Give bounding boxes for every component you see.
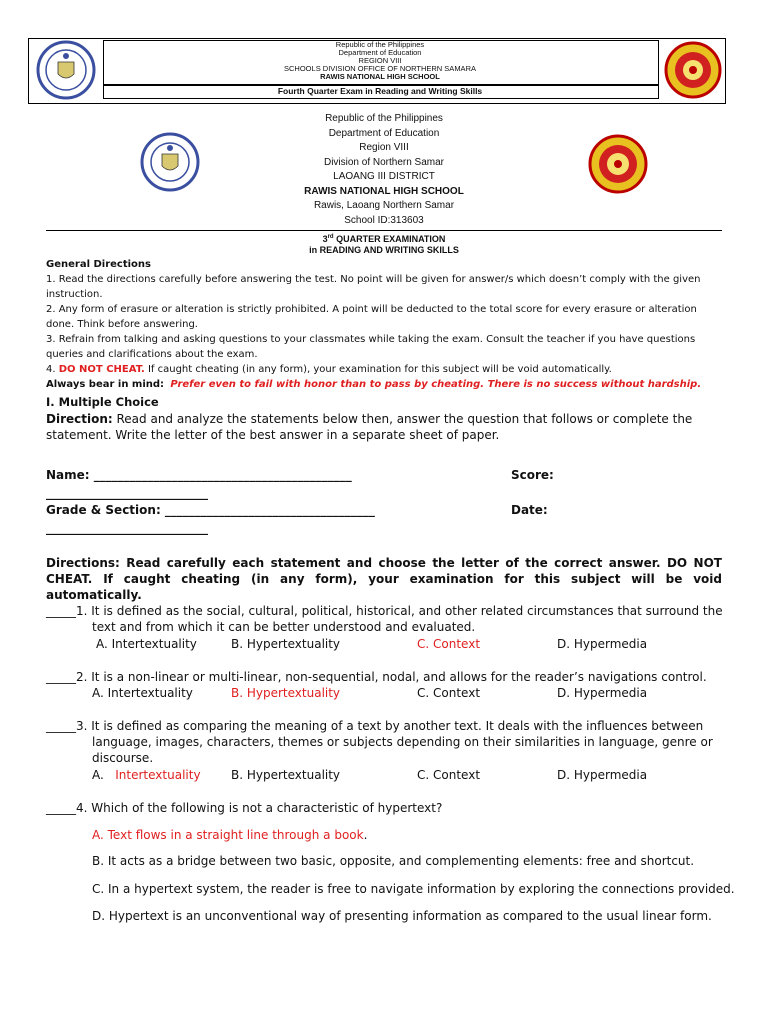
- header-line-1: Republic of the Philippines: [335, 40, 425, 49]
- direction-item-4: 4. DO NOT CHEAT. If caught cheating (in any form), your examination for this subject will be void automatically.: [46, 364, 612, 375]
- direction-item-1: 1. Read the directions carefully before answering the test. No point will be given for answer/s which doesn’t comply with the given instruction.: [46, 274, 701, 300]
- directions-2: Directions: Read carefully each statement and choose the letter of the correct answer. DO NOT CHEAT. If caught cheating (in any form), your examination for this subject will be void automatically.: [46, 556, 722, 602]
- q1-option-d[interactable]: D. Hypermedia: [557, 637, 648, 651]
- section-title: I. Multiple Choice: [46, 395, 159, 409]
- header-line-2: Department of Education: [338, 48, 422, 57]
- q4-option-d[interactable]: D. Hypertext is an unconventional way of presenting information as compared to the usual linear form.: [92, 909, 712, 923]
- q1-stem: _____1. It is defined as the social, cultural, political, historical, and other related circumstances that surround the: [46, 604, 723, 618]
- q2-option-a[interactable]: A. Intertextuality: [92, 686, 193, 700]
- direction-item-3: 3. Refrain from talking and asking questions to your classmates while taking the exam. Consult the teacher if you have questions queries and clarifications about the exam.: [46, 334, 696, 360]
- q2-option-c[interactable]: C. Context: [417, 686, 481, 700]
- letterhead-school: RAWIS NATIONAL HIGH SCHOOL: [304, 185, 464, 197]
- section-direction: Direction: Read and analyze the statements below then, answer the question that follows or complete the statement. Write the letter of the best answer in a separate sheet of paper.: [46, 412, 693, 442]
- divider-line: [46, 230, 722, 231]
- quarter-heading: 3rd QUARTER EXAMINATION: [322, 234, 446, 244]
- q3-stem-2: language, images, characters, themes or subjects depending on their similarities in language, genre or: [92, 735, 713, 749]
- letterhead-division: Division of Northern Samar: [323, 156, 445, 168]
- q3-option-c[interactable]: C. Context: [417, 768, 481, 782]
- name-field[interactable]: Name: ___________________________________________: [46, 468, 352, 482]
- q1-option-b[interactable]: B. Hypertextuality: [231, 637, 341, 651]
- direction-item-2: 2. Any form of erasure or alteration is strictly prohibited. A point will be deducted to the total score for every erasure or alteration done. Think before answering.: [46, 304, 697, 330]
- deped-seal-small: [30, 40, 102, 100]
- letterhead-district: LAOANG III DISTRICT: [333, 171, 435, 182]
- letterhead-address: Rawis, Laoang Northern Samar: [313, 200, 455, 211]
- letterhead-department: Department of Education: [328, 127, 440, 139]
- q3-stem-3: discourse.: [92, 751, 154, 765]
- q1-option-a[interactable]: A. Intertextuality: [96, 637, 197, 651]
- date-label: Date:: [511, 503, 548, 517]
- q4-option-a[interactable]: A. Text flows in a straight line through a book.: [92, 828, 368, 842]
- bear-in-mind: Always bear in mind: Prefer even to fail with honor than to pass by cheating. There is no success without hardship.: [46, 379, 702, 390]
- header-line-3: REGION VIII: [358, 56, 402, 65]
- q2-stem: _____2. It is a non-linear or multi-linear, non-sequential, nodal, and allows for the reader’s navigations control.: [46, 670, 707, 684]
- school-seal-small: [664, 40, 722, 100]
- score-line[interactable]: ___________________________: [46, 486, 208, 500]
- school-seal: [588, 134, 648, 194]
- q1-stem-2: text and from which it can be better understood and evaluated.: [92, 620, 476, 634]
- letterhead-school-id: School ID:313603: [344, 214, 424, 226]
- q3-stem: _____3. It is defined as comparing the meaning of a text by another text. It deals with the influences between: [46, 719, 704, 733]
- header-school: RAWIS NATIONAL HIGH SCHOOL: [320, 72, 440, 81]
- subject-heading: in READING AND WRITING SKILLS: [309, 245, 459, 255]
- score-label: Score:: [511, 468, 554, 482]
- exam-title: Fourth Quarter Exam in Reading and Writing Skills: [277, 86, 483, 96]
- general-directions-title: General Directions: [46, 259, 151, 270]
- letterhead-republic: Republic of the Philippines: [325, 113, 443, 124]
- q2-option-d[interactable]: D. Hypermedia: [557, 686, 648, 700]
- grade-section-field[interactable]: Grade & Section: ___________________________________: [46, 503, 375, 517]
- q4-stem: _____4. Which of the following is not a characteristic of hypertext?: [46, 801, 443, 815]
- letterhead-region: Region VIII: [359, 142, 409, 153]
- header-line-4: SCHOOLS DIVISION OFFICE OF NORTHERN SAMARA: [284, 64, 476, 73]
- q3-option-a[interactable]: A. Intertextuality: [92, 768, 201, 782]
- q3-option-b[interactable]: B. Hypertextuality: [231, 768, 341, 782]
- q3-option-d[interactable]: D. Hypermedia: [557, 768, 648, 782]
- q4-option-b[interactable]: B. It acts as a bridge between two basic, opposite, and complementing elements: free and shortcut.: [92, 854, 695, 868]
- q4-option-c[interactable]: C. In a hypertext system, the reader is free to navigate information by exploring the connections provided.: [92, 882, 735, 896]
- date-line[interactable]: ___________________________: [46, 521, 208, 535]
- q2-option-b[interactable]: B. Hypertextuality: [231, 686, 341, 700]
- q1-option-c[interactable]: C. Context: [417, 637, 481, 651]
- deped-seal: [140, 132, 200, 192]
